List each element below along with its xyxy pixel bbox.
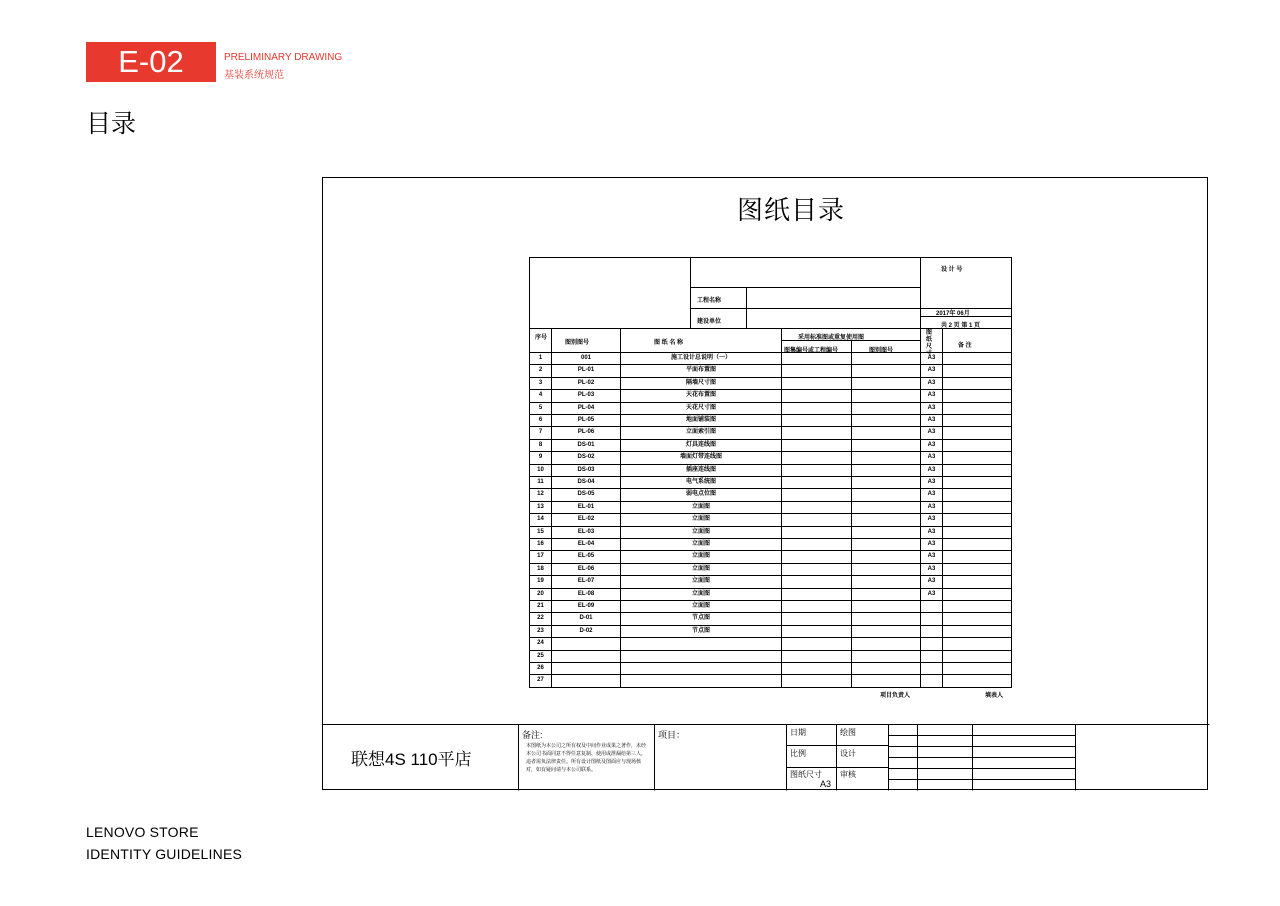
row-number: 6 xyxy=(538,417,543,423)
client-label: 建设单位 xyxy=(697,319,722,325)
col-no-header: 序号 xyxy=(534,335,547,341)
subtitle-en: PRELIMINARY DRAWING xyxy=(224,52,343,63)
row-number: 17 xyxy=(537,553,544,559)
row-drawing-name: 插座连线图 xyxy=(685,467,716,473)
row-drawing-code: DS-01 xyxy=(577,442,595,448)
row-drawing-code: EL-02 xyxy=(577,516,595,522)
row-drawing-size: A3 xyxy=(927,504,936,510)
row-drawing-code: EL-09 xyxy=(577,603,595,609)
row-number: 8 xyxy=(538,442,543,448)
row-drawing-name: 立面图 xyxy=(691,603,710,609)
subtitle-cn: 基装系统规范 xyxy=(224,70,284,81)
row-drawing-code: EL-06 xyxy=(577,566,595,572)
row-drawing-name: 立面图 xyxy=(691,504,710,510)
date-label: 日期 xyxy=(790,728,806,737)
row-drawing-code: EL-07 xyxy=(577,578,595,584)
row-drawing-size: A3 xyxy=(927,566,936,572)
row-drawing-code: DS-05 xyxy=(577,491,595,497)
row-drawing-size: A3 xyxy=(927,367,936,373)
footer-brand: LENOVO STORE xyxy=(86,824,199,840)
row-drawing-size: A3 xyxy=(927,578,936,584)
row-drawing-size: A3 xyxy=(927,380,936,386)
row-number: 7 xyxy=(538,429,543,435)
row-drawing-size: A3 xyxy=(927,392,936,398)
row-drawing-name: 立面图 xyxy=(691,553,710,559)
page-code-badge: E-02 xyxy=(86,42,216,82)
review-label: 审核 xyxy=(840,770,856,779)
row-drawing-size: A3 xyxy=(927,355,936,361)
row-number: 18 xyxy=(537,566,544,572)
footer-guidelines: IDENTITY GUIDELINES xyxy=(86,846,243,862)
row-drawing-size: A3 xyxy=(927,454,936,460)
row-drawing-size: A3 xyxy=(927,491,936,497)
row-number: 4 xyxy=(538,392,543,398)
row-drawing-code: PL-03 xyxy=(577,392,595,398)
row-drawing-name: 隔墙尺寸图 xyxy=(685,380,716,386)
row-drawing-name: 施工设计总说明（一） xyxy=(670,355,731,361)
row-number: 10 xyxy=(537,467,544,473)
row-drawing-size: A3 xyxy=(927,529,936,535)
row-drawing-name: 电气系统图 xyxy=(685,479,716,485)
row-drawing-name: 灯具连线图 xyxy=(685,442,716,448)
row-number: 22 xyxy=(537,615,544,621)
row-number: 5 xyxy=(538,405,543,411)
row-drawing-size: A3 xyxy=(927,429,936,435)
row-drawing-code: EL-04 xyxy=(577,541,595,547)
row-drawing-name: 天花尺寸图 xyxy=(685,405,716,411)
row-drawing-code: PL-06 xyxy=(577,429,595,435)
sheet-title: 图纸目录 xyxy=(737,195,846,225)
row-drawing-size: A3 xyxy=(927,405,936,411)
store-name: 联想4S 110平店 xyxy=(351,750,472,769)
row-drawing-name: 节点图 xyxy=(691,628,710,634)
col-size-header: 图纸尺寸 xyxy=(926,330,933,357)
row-number: 2 xyxy=(538,367,543,373)
row-drawing-size: A3 xyxy=(927,442,936,448)
row-drawing-size: A3 xyxy=(927,591,936,597)
row-drawing-code: D-01 xyxy=(579,615,593,621)
row-drawing-name: 节点图 xyxy=(691,615,710,621)
row-drawing-name: 天花布置图 xyxy=(685,392,716,398)
row-drawing-name: 地面铺装图 xyxy=(685,417,716,423)
row-drawing-name: 立面图 xyxy=(691,541,710,547)
page-count: 共 2 页 第 1 页 xyxy=(941,323,981,329)
row-drawing-code: EL-03 xyxy=(577,529,595,535)
row-number: 20 xyxy=(537,591,544,597)
row-drawing-name: 立面图 xyxy=(691,516,710,522)
date-value: 2017年 06月 xyxy=(936,311,970,317)
col-ref-group-header: 采用标准图或重复使用图 xyxy=(798,335,865,341)
project-name-label: 工程名称 xyxy=(697,298,722,304)
page-title: 目录 xyxy=(86,110,137,138)
row-drawing-code: 001 xyxy=(580,355,591,361)
row-drawing-size: A3 xyxy=(927,479,936,485)
notes-text: 本图纸为本公司之所有权及中间作业成果之著作，未经本公司书面同意不得任意复制、使用或泄漏给第三人，违者需负法律责任。所有设计图纸及图面应与现场核对，如有疑问请与本公司联系。 xyxy=(526,743,647,773)
row-drawing-name: 立面索引图 xyxy=(685,429,716,435)
row-drawing-name: 立面图 xyxy=(691,566,710,572)
row-drawing-code: DS-02 xyxy=(577,454,595,460)
col-ref-no-header: 图别图号 xyxy=(869,348,894,354)
col-drawing-no-header: 图别图号 xyxy=(565,340,590,346)
design-no-label: 设 计 号 xyxy=(941,267,963,273)
row-number: 19 xyxy=(537,578,544,584)
row-drawing-code: EL-01 xyxy=(577,504,595,510)
row-drawing-code: DS-04 xyxy=(577,479,595,485)
row-number: 14 xyxy=(537,516,544,522)
sign-project-lead: 项目负责人 xyxy=(880,693,911,699)
scale-label: 比例 xyxy=(790,749,806,758)
row-drawing-code: D-02 xyxy=(579,628,593,634)
design-label: 设计 xyxy=(840,749,856,758)
col-drawing-name-header: 图 纸 名 称 xyxy=(654,340,684,346)
notes-label: 备注: xyxy=(522,730,543,740)
row-number: 15 xyxy=(537,529,544,535)
row-number: 1 xyxy=(538,355,543,361)
row-drawing-size: A3 xyxy=(927,516,936,522)
row-drawing-size: A3 xyxy=(927,541,936,547)
row-drawing-size: A3 xyxy=(927,553,936,559)
row-drawing-code: PL-04 xyxy=(577,405,595,411)
row-number: 27 xyxy=(537,677,544,683)
row-drawing-size: A3 xyxy=(927,417,936,423)
row-drawing-name: 立面图 xyxy=(691,591,710,597)
row-drawing-code: EL-08 xyxy=(577,591,595,597)
row-drawing-name: 立面图 xyxy=(691,529,710,535)
row-drawing-name: 墙面灯带连线图 xyxy=(679,454,722,460)
drawn-label: 绘图 xyxy=(840,728,856,737)
sign-filler: 填表人 xyxy=(985,693,1004,699)
row-drawing-name: 立面图 xyxy=(691,578,710,584)
row-drawing-code: EL-05 xyxy=(577,553,595,559)
row-number: 13 xyxy=(537,504,544,510)
col-remark-header: 备 注 xyxy=(958,343,972,349)
size-value: A3 xyxy=(820,779,832,789)
row-number: 21 xyxy=(537,603,544,609)
row-drawing-name: 弱电点位图 xyxy=(685,491,716,497)
project-label: 项目： xyxy=(658,730,686,740)
row-number: 26 xyxy=(537,665,544,671)
row-number: 3 xyxy=(538,380,543,386)
row-number: 16 xyxy=(537,541,544,547)
row-drawing-code: PL-05 xyxy=(577,417,595,423)
row-drawing-size: A3 xyxy=(927,467,936,473)
row-drawing-code: DS-03 xyxy=(577,467,595,473)
row-number: 12 xyxy=(537,491,544,497)
row-drawing-name: 平面布置图 xyxy=(685,367,716,373)
row-number: 11 xyxy=(537,479,544,485)
row-number: 9 xyxy=(538,454,543,460)
row-number: 23 xyxy=(537,628,544,634)
row-drawing-code: PL-02 xyxy=(577,380,595,386)
row-number: 24 xyxy=(537,640,544,646)
col-ref-atlas-header: 图集编号或工程编号 xyxy=(784,348,839,354)
size-label: 图纸尺寸 xyxy=(790,770,822,779)
row-number: 25 xyxy=(537,653,544,659)
row-drawing-code: PL-01 xyxy=(577,367,595,373)
